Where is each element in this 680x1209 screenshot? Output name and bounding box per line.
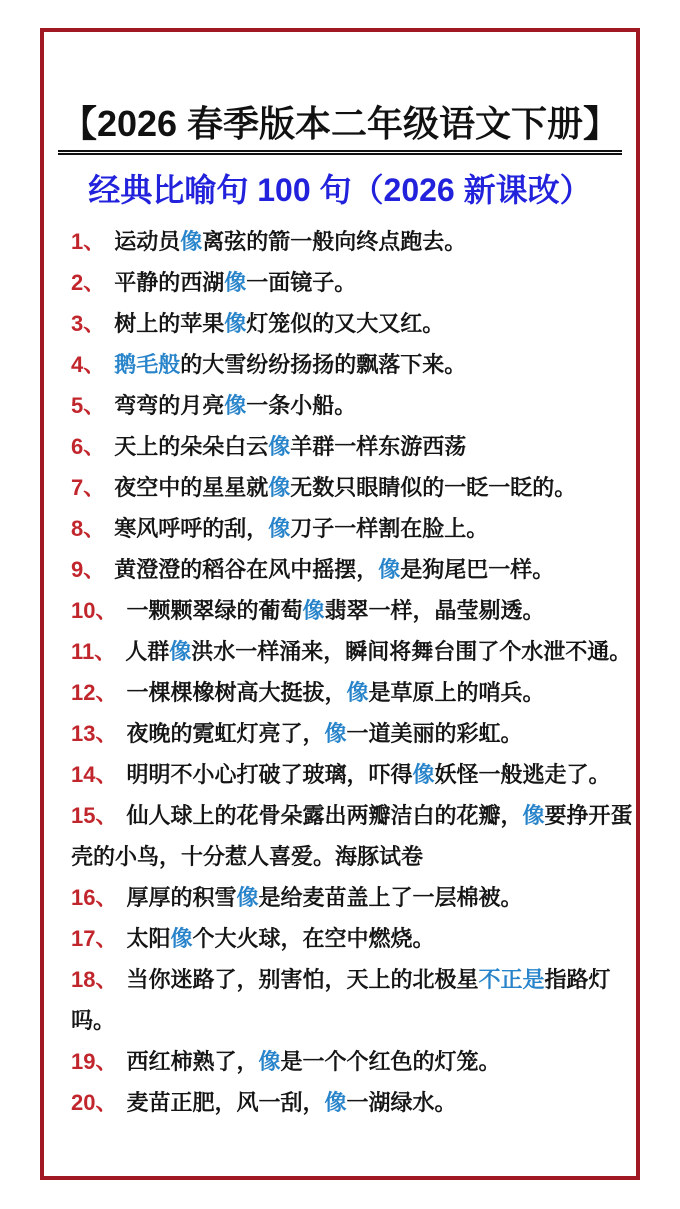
item-number: 18、 — [71, 967, 118, 992]
highlight-text: 像 — [236, 885, 259, 910]
list-item — [71, 426, 634, 467]
item-number: 11、 — [71, 639, 117, 664]
list-item — [71, 385, 634, 426]
item-number: 16、 — [71, 885, 118, 910]
plain-text: 是一个个红色的灯笼。 — [280, 1049, 501, 1074]
list-item — [71, 672, 634, 713]
item-number: 19、 — [71, 1049, 118, 1074]
plain-text: 弯弯的月亮 — [114, 393, 225, 418]
item-number: 5、 — [71, 393, 106, 418]
item-number: 2、 — [71, 270, 106, 295]
list-item — [71, 590, 634, 631]
plain-text: 指路灯吗。 — [71, 967, 611, 1033]
item-number: 4、 — [71, 352, 106, 377]
plain-text: 个大火球，在空中燃烧。 — [192, 926, 435, 951]
highlight-text: 像 — [180, 229, 203, 254]
plain-text: 一湖绿水。 — [346, 1090, 457, 1115]
plain-text: 羊群一样东游西荡 — [290, 434, 467, 459]
highlight-text: 像 — [268, 434, 291, 459]
item-number: 10、 — [71, 598, 118, 623]
plain-text: 一面镜子。 — [246, 270, 357, 295]
plain-text: 当你迷路了，别害怕，天上的北极星 — [126, 967, 479, 992]
list-item — [71, 795, 634, 877]
plain-text: 要挣开蛋壳的小鸟，十分惹人喜爱。海豚试卷 — [71, 803, 633, 869]
plain-text: 厚厚的积雪 — [126, 885, 237, 910]
list-item — [71, 303, 634, 344]
plain-text: 树上的苹果 — [114, 311, 225, 336]
plain-text: 无数只眼睛似的一眨一眨的。 — [290, 475, 577, 500]
plain-text: 黄澄澄的稻谷在风中摇摆， — [114, 557, 379, 582]
highlight-text: 像 — [170, 926, 193, 951]
highlight-text: 像 — [268, 516, 291, 541]
plain-text: 的大雪纷纷扬扬的飘落下来。 — [180, 352, 467, 377]
plain-text: 刀子一样割在脸上。 — [290, 516, 489, 541]
plain-text: 太阳 — [126, 926, 171, 951]
item-number: 15、 — [71, 803, 118, 828]
highlight-text: 像 — [346, 680, 369, 705]
highlight-text: 像 — [224, 393, 247, 418]
list-item — [71, 877, 634, 918]
highlight-text: 像 — [224, 311, 247, 336]
highlight-text: 像 — [522, 803, 545, 828]
highlight-text: 像 — [268, 475, 291, 500]
plain-text: 翡翠一样，晶莹剔透。 — [324, 598, 545, 623]
item-number: 9、 — [71, 557, 106, 582]
item-number: 14、 — [71, 762, 118, 787]
highlight-text: 像 — [258, 1049, 281, 1074]
list-item — [71, 262, 634, 303]
highlight-text: 像 — [412, 762, 435, 787]
plain-text: 运动员 — [114, 229, 181, 254]
sentence-list — [44, 221, 636, 1123]
list-item — [71, 754, 634, 795]
highlight-text: 不正是 — [478, 967, 545, 992]
plain-text: 麦苗正肥，风一刮， — [126, 1090, 325, 1115]
list-item — [71, 508, 634, 549]
list-item — [71, 467, 634, 508]
item-number: 8、 — [71, 516, 106, 541]
list-item — [71, 344, 634, 385]
list-item — [71, 918, 634, 959]
plain-text: 洪水一样涌来，瞬间将舞台围了个水泄不通。 — [191, 639, 632, 664]
item-number: 7、 — [71, 475, 106, 500]
item-number: 20、 — [71, 1090, 118, 1115]
list-item — [71, 631, 634, 672]
plain-text: 明明不小心打破了玻璃，吓得 — [126, 762, 413, 787]
plain-text: 人群 — [125, 639, 170, 664]
plain-text: 灯笼似的又大又红。 — [246, 311, 445, 336]
highlight-text: 像 — [302, 598, 325, 623]
list-item — [71, 959, 634, 1041]
list-item — [71, 1041, 634, 1082]
page-subtitle: 经典比喻句 100 句（2026 新课改） — [88, 172, 592, 208]
item-number: 12、 — [71, 680, 118, 705]
plain-text: 仙人球上的花骨朵露出两瓣洁白的花瓣， — [126, 803, 523, 828]
plain-text: 一道美丽的彩虹。 — [346, 721, 523, 746]
plain-text: 一颗颗翠绿的葡萄 — [126, 598, 303, 623]
red-border-frame — [40, 28, 640, 1180]
list-item — [71, 1082, 634, 1123]
highlight-text: 像 — [378, 557, 401, 582]
highlight-text: 像 — [324, 721, 347, 746]
plain-text: 离弦的箭一般向终点跑去。 — [202, 229, 467, 254]
plain-text: 西红柿熟了， — [126, 1049, 259, 1074]
plain-text: 是草原上的哨兵。 — [368, 680, 545, 705]
plain-text: 平静的西湖 — [114, 270, 225, 295]
plain-text: 是狗尾巴一样。 — [400, 557, 555, 582]
item-number: 17、 — [71, 926, 118, 951]
plain-text: 寒风呼呼的刮， — [114, 516, 269, 541]
plain-text: 一条小船。 — [246, 393, 357, 418]
plain-text: 夜空中的星星就 — [114, 475, 269, 500]
highlight-text: 鹅毛般 — [114, 352, 181, 377]
list-item — [71, 713, 634, 754]
plain-text: 妖怪一般逃走了。 — [434, 762, 611, 787]
item-number: 1、 — [71, 229, 106, 254]
plain-text: 一棵棵橡树高大挺拔， — [126, 680, 347, 705]
plain-text: 天上的朵朵白云 — [114, 434, 269, 459]
item-number: 3、 — [71, 311, 106, 336]
item-number: 6、 — [71, 434, 106, 459]
list-item — [71, 221, 634, 262]
highlight-text: 像 — [224, 270, 247, 295]
highlight-text: 像 — [324, 1090, 347, 1115]
title-wrap — [44, 96, 636, 155]
plain-text: 夜晚的霓虹灯亮了， — [126, 721, 325, 746]
list-item — [71, 549, 634, 590]
plain-text: 是给麦苗盖上了一层棉被。 — [258, 885, 523, 910]
item-number: 13、 — [71, 721, 118, 746]
highlight-text: 像 — [169, 639, 192, 664]
page-title: 【2026 春季版本二年级语文下册】 — [58, 96, 622, 155]
